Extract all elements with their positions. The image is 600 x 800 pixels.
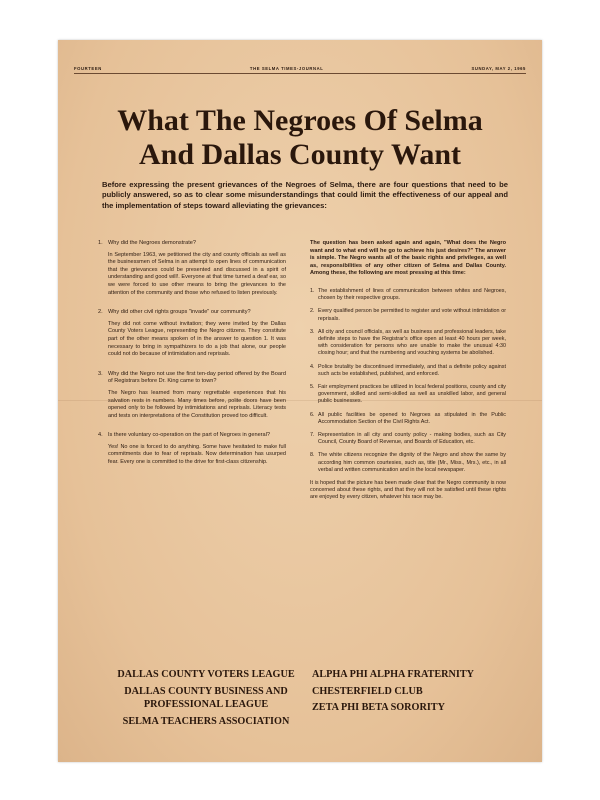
answer: The Negro has learned from many regrettable experiences that his salvation rests in numbers. Many times before, polite doors have been opened only to be followed by intimidations and reprisals. Literacy tests and tests on interpretations of the Constitution proved too difficult. <box>108 389 286 419</box>
sponsor-name: DALLAS COUNTY BUSINESS AND PROFESSIONAL LEAGUE <box>124 685 288 710</box>
question-block <box>98 309 286 359</box>
demands-column <box>310 240 506 502</box>
sponsor-name: ZETA PHI BETA SORORITY <box>312 702 445 713</box>
newspaper-page <box>58 40 542 762</box>
demand-item: 7. Representation in all city and county policy - making bodies, such as City Council, County Board of Revenue, and Boards of Education, etc. <box>310 432 506 446</box>
demand-item: 6. All public facilities be opened to Negroes as stipulated in the Public Accommodation Section of the Civil Rights Act. <box>310 411 506 425</box>
sponsor-name: SELMA TEACHERS ASSOCIATION <box>122 715 290 727</box>
sponsor-list-left <box>116 668 296 731</box>
answer: They did not come without invitation; they were invited by the Dallas County Voters League, representing the Negro citizens. They constitute part of the other means spoken of in the answer to question 1. It was necessary to bring in sympathizers to do a job that alone, our people could not do because of intimidation and reprisals. <box>108 320 286 358</box>
closing-paragraph: It is hoped that the picture has been made clear that the Negro community is now concerned about these rights, and that they will not be satisfied until these rights are enjoyed by every citizen, whatever his race may be. <box>310 480 506 501</box>
sponsor-list-right <box>312 668 492 718</box>
page-number: FOURTEEN <box>74 66 102 71</box>
newspaper-name: THE SELMA TIMES-JOURNAL <box>249 66 324 71</box>
question-block <box>98 371 286 421</box>
headline-line-1: What The Negroes Of Selma <box>117 104 483 137</box>
answer: In September 1963, we petitioned the city and county officials as well as the businessmen of Selma in an attempt to open lines of communication that the grievances could be presented and discussed in a spirit of understanding and good will!. Everyone at that time turned a deaf ear, so we were forced to use other means to bring the grievances to the attention of the community and those who refused to listen previously. <box>108 251 286 296</box>
question: 4. Is there voluntary co-operation on the part of Negroes in general? <box>98 432 271 439</box>
question-block <box>98 240 286 297</box>
demand-item: 3. All city and council officials, as well as business and professional leaders, take definite steps to have the Registrar's office open at least 40 hours per week, with consideration for persons who are unable to make the unusual 4:30 closing hour; and that the numbering and vouching systems be abolished. <box>310 328 506 357</box>
demand-item: 2. Every qualified person be permitted to register and vote without intimidation or reprisals. <box>310 308 506 322</box>
question: 2. Why did other civil rights groups "invade" our community? <box>98 309 251 316</box>
question: 3. Why did the Negro not use the first ten-day period offered by the Board of Registrars before Dr. King came to town? <box>98 370 286 385</box>
answer: Yes! No one is forced to do anything. Some have hesitated to make full commitments due to fear of reprisals. Now determination has usurped fear. Every one is committed to the drive for first-class citizenship. <box>108 443 286 466</box>
question: 1. Why did the Negroes demonstrate? <box>98 240 196 246</box>
sponsor-name: CHESTERFIELD CLUB <box>312 685 423 697</box>
page-title <box>78 104 522 172</box>
intro-paragraph: Before expressing the present grievances of the Negroes of Selma, there are four questions that need to be publicly answered, so as to clear some misunderstandings that could limit the effectiveness of our appeal and the implementation of steps toward alleviating the grievances: <box>102 180 508 210</box>
headline-line-2: And Dallas County Want <box>138 138 462 171</box>
issue-date: SUNDAY, MAY 2, 1965 <box>471 66 526 71</box>
masthead <box>74 66 526 74</box>
demand-item: 8. The white citizens recognize the dignity of the Negro and show the same by according him common courtesies, such as, title (Mr., Miss., Mrs.), etc., in all verbal and written communication and in the local newspaper. <box>310 452 506 473</box>
demand-item: 1. The establishment of lines of communication between whites and Negroes, chosen by their respective groups. <box>310 287 506 302</box>
questions-column <box>98 240 286 479</box>
sponsor-name: DALLAS COUNTY VOTERS LEAGUE <box>117 669 295 680</box>
question-block <box>98 432 286 466</box>
demands-lead: The question has been asked again and again, "What does the Negro want and to what end will he go to achieve his just desires?" The answer is simple. The Negro wants all of the basic rights and privileges, as well as, responsibilities of any other citizen of Selma and Dallas County. Among these, the following are most pressing at this time: <box>310 240 506 277</box>
sponsor-name: ALPHA PHI ALPHA FRATERNITY <box>312 669 474 680</box>
demand-item: 4. Police brutality be discontinued immediately, and that a definite policy against such acts be established, published, and enforced. <box>310 363 506 377</box>
demand-item: 5. Fair employment practices be utilized in local federal positions, county and city government, skilled and semi-skilled as well as unskilled labor, and general public businesses. <box>310 384 506 405</box>
